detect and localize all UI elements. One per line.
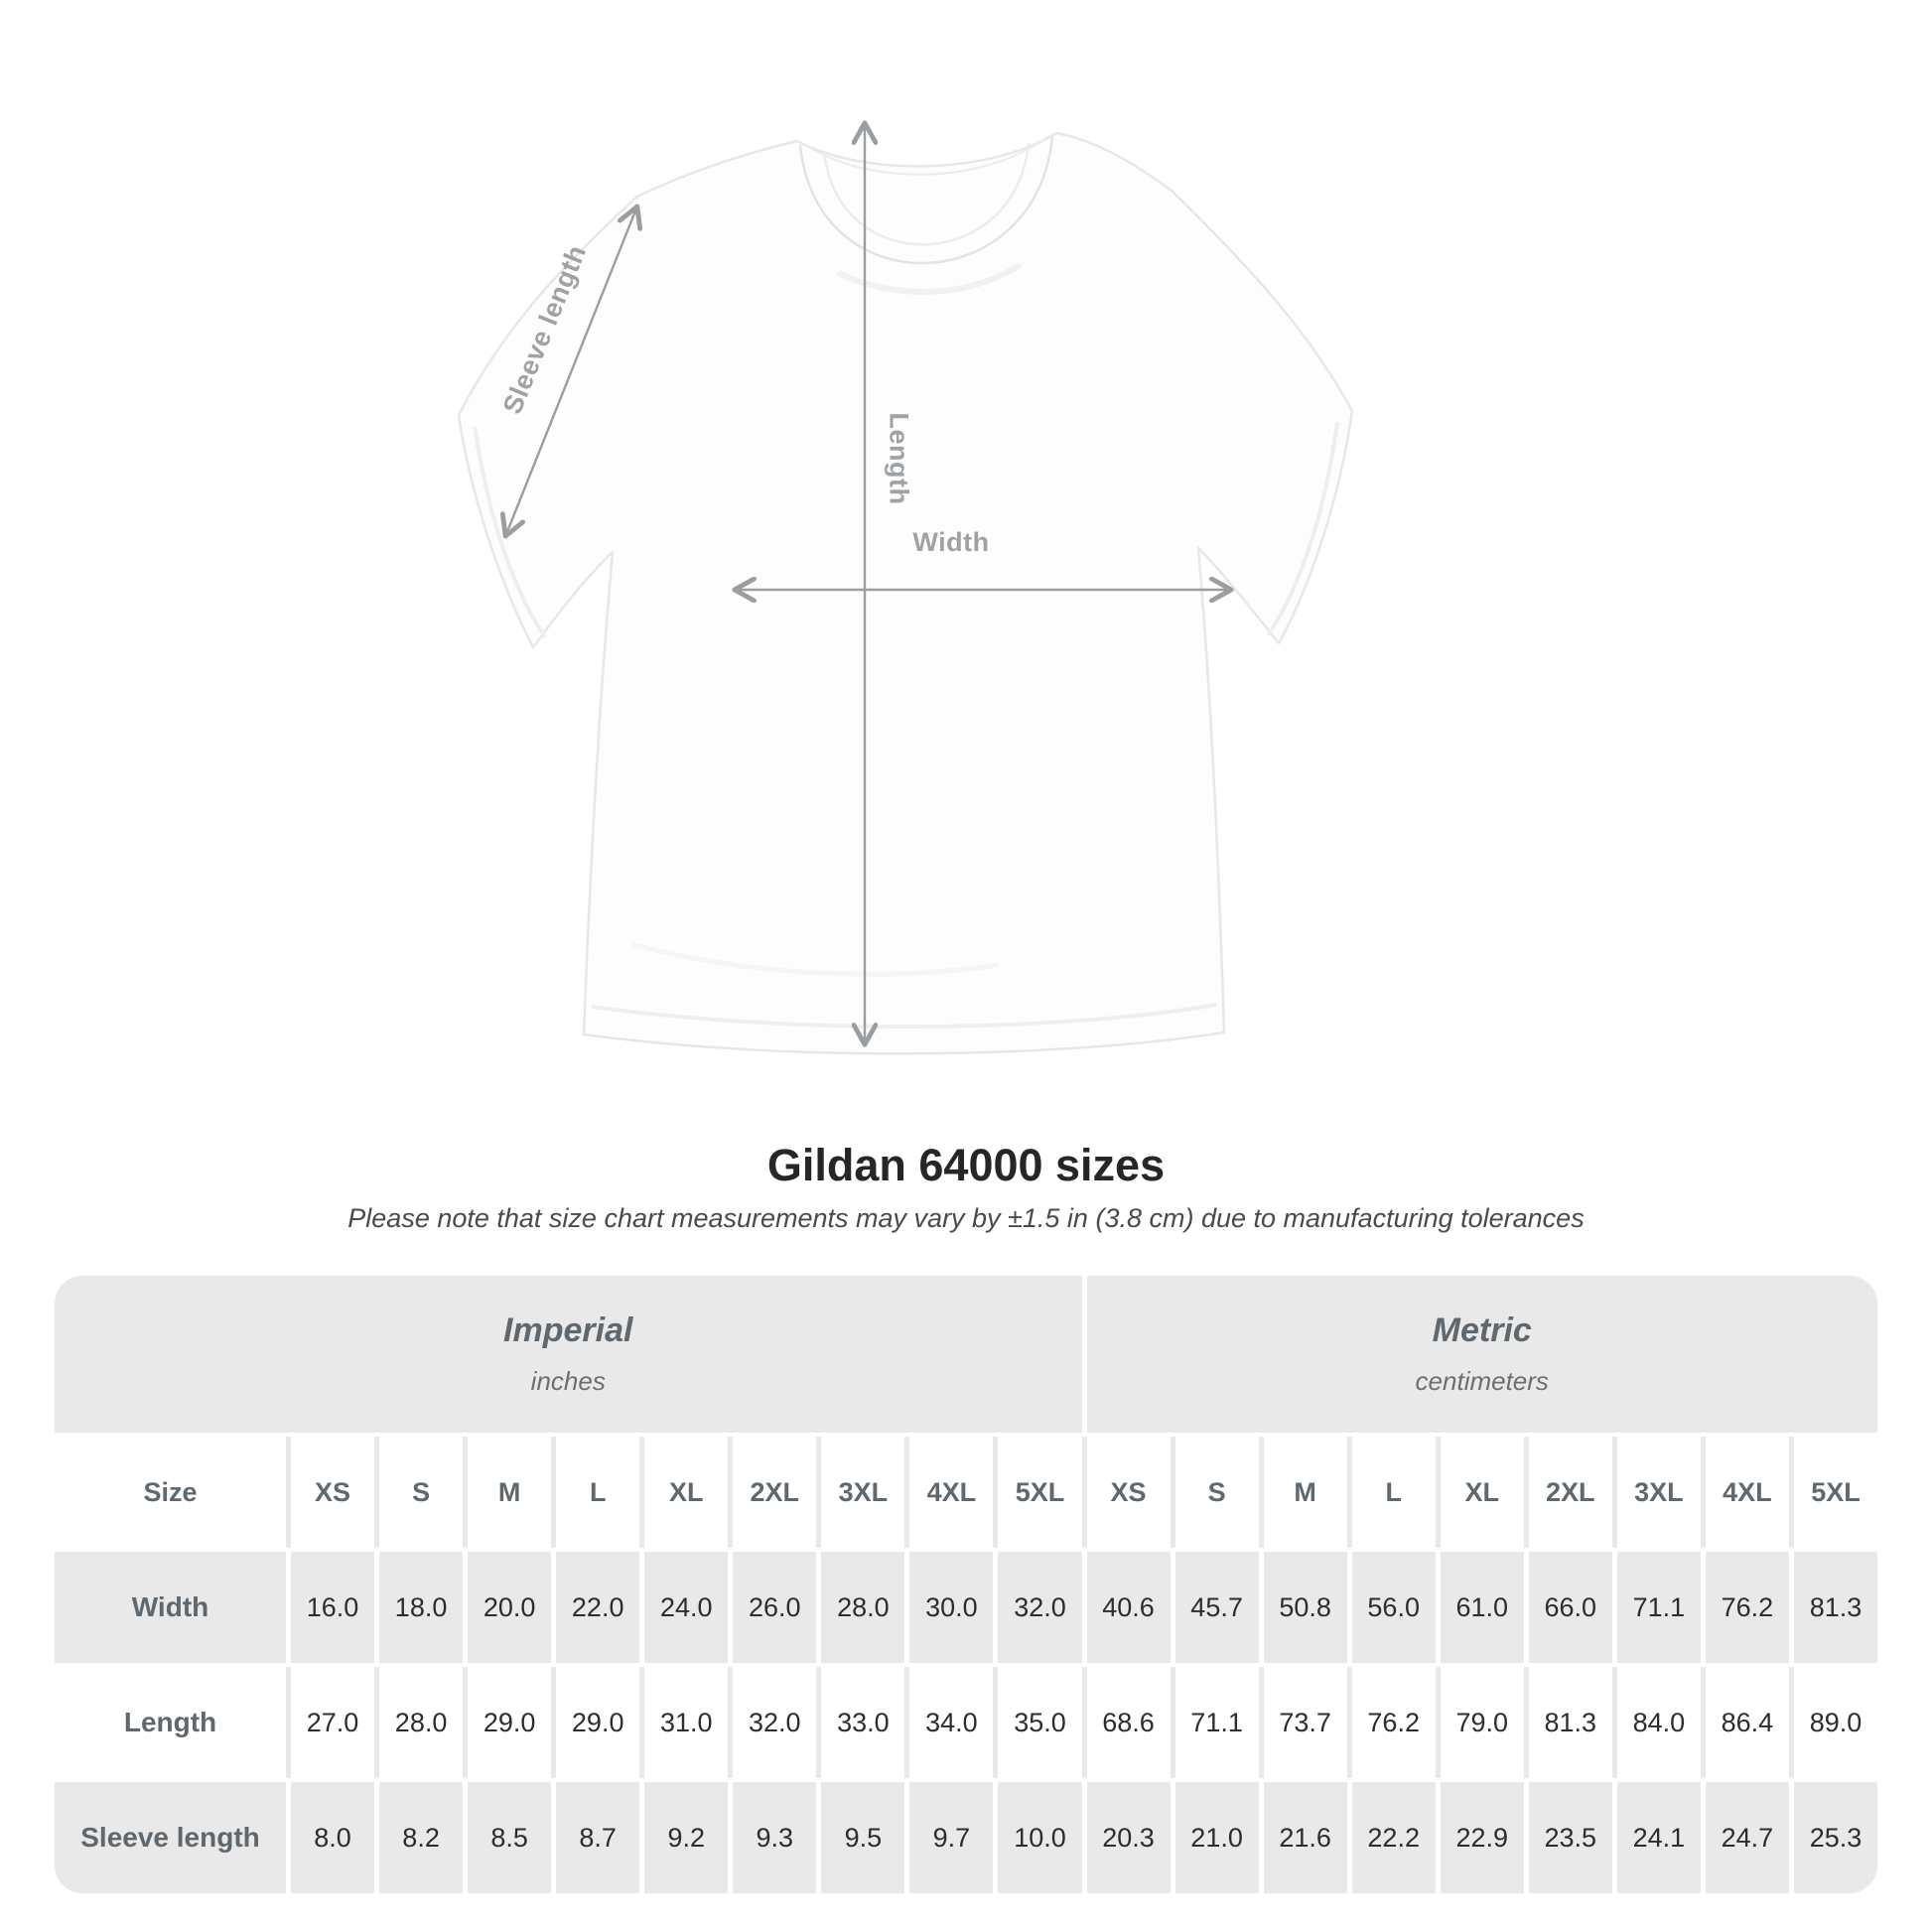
value-cell: 21.0 (1175, 1782, 1259, 1893)
value-cell: 28.0 (821, 1552, 904, 1663)
value-cell: 22.2 (1352, 1782, 1436, 1893)
row-label: Sleeve length (55, 1782, 286, 1893)
size-col-header: XL (1441, 1437, 1524, 1548)
size-col-header: L (556, 1437, 639, 1548)
width-row (55, 1552, 1877, 1663)
value-cell: 32.0 (998, 1552, 1081, 1663)
imperial-group-unit: inches (530, 1366, 606, 1396)
value-cell: 9.7 (909, 1782, 993, 1893)
metric-group-name: Metric (1432, 1311, 1532, 1349)
value-cell: 86.4 (1706, 1667, 1789, 1778)
value-cell: 8.2 (379, 1782, 463, 1893)
value-cell: 26.0 (733, 1552, 816, 1663)
value-cell: 50.8 (1264, 1552, 1347, 1663)
value-cell: 79.0 (1441, 1667, 1524, 1778)
value-cell: 66.0 (1529, 1552, 1612, 1663)
value-cell: 45.7 (1175, 1552, 1259, 1663)
size-col-header: 2XL (733, 1437, 816, 1548)
size-col-header: 4XL (909, 1437, 993, 1548)
value-cell: 84.0 (1617, 1667, 1701, 1778)
value-cell: 56.0 (1352, 1552, 1436, 1663)
value-cell: 61.0 (1441, 1552, 1524, 1663)
value-cell: 27.0 (291, 1667, 374, 1778)
value-cell: 81.3 (1794, 1552, 1877, 1663)
size-col-header: 3XL (1617, 1437, 1701, 1548)
value-cell: 35.0 (998, 1667, 1081, 1778)
value-cell: 29.0 (468, 1667, 551, 1778)
page-subtitle: Please note that size chart measurements may vary by ±1.5 in (3.8 cm) due to manufacturing tolerances (347, 1203, 1585, 1233)
size-col-header: M (468, 1437, 551, 1548)
size-col-header: 5XL (1794, 1437, 1877, 1548)
metric-group-unit: centimeters (1415, 1366, 1549, 1396)
width-label: Width (912, 527, 990, 557)
value-cell: 8.0 (291, 1782, 374, 1893)
value-cell: 20.0 (468, 1552, 551, 1663)
tshirt-graphic (459, 133, 1352, 1053)
page-title: Gildan 64000 sizes (766, 1140, 1166, 1190)
value-cell: 23.5 (1529, 1782, 1612, 1893)
size-col-header: 5XL (998, 1437, 1081, 1548)
imperial-group-header (55, 1276, 1082, 1433)
length-label: Length (884, 412, 914, 505)
value-cell: 18.0 (379, 1552, 463, 1663)
size-col-header: XS (1087, 1437, 1171, 1548)
size-col-header: S (379, 1437, 463, 1548)
value-cell: 29.0 (556, 1667, 639, 1778)
value-cell: 31.0 (644, 1667, 728, 1778)
value-cell: 8.7 (556, 1782, 639, 1893)
value-cell: 71.1 (1175, 1667, 1259, 1778)
value-cell: 20.3 (1087, 1782, 1171, 1893)
value-cell: 24.0 (644, 1552, 728, 1663)
value-cell: 73.7 (1264, 1667, 1347, 1778)
value-cell: 68.6 (1087, 1667, 1171, 1778)
value-cell: 21.6 (1264, 1782, 1347, 1893)
value-cell: 71.1 (1617, 1552, 1701, 1663)
size-col-header: M (1264, 1437, 1347, 1548)
value-cell: 76.2 (1352, 1667, 1436, 1778)
sleeve-length-label: Sleeve length (496, 240, 593, 419)
value-cell: 22.9 (1441, 1782, 1524, 1893)
value-cell: 22.0 (556, 1552, 639, 1663)
value-cell: 24.7 (1706, 1782, 1789, 1893)
value-cell: 10.0 (998, 1782, 1081, 1893)
value-cell: 40.6 (1087, 1552, 1171, 1663)
size-col-header: XL (644, 1437, 728, 1548)
value-cell: 33.0 (821, 1667, 904, 1778)
metric-group-header (1087, 1276, 1878, 1433)
value-cell: 89.0 (1794, 1667, 1877, 1778)
size-col-header: L (1352, 1437, 1436, 1548)
size-header: Size (55, 1437, 286, 1548)
value-cell: 30.0 (909, 1552, 993, 1663)
imperial-group-name: Imperial (503, 1311, 633, 1349)
value-cell: 34.0 (909, 1667, 993, 1778)
unit-group-row (55, 1276, 1877, 1433)
value-cell: 8.5 (468, 1782, 551, 1893)
row-label: Width (55, 1552, 286, 1663)
value-cell: 9.2 (644, 1782, 728, 1893)
size-col-header: S (1175, 1437, 1259, 1548)
sleeve-length-row (55, 1782, 1877, 1893)
length-row (55, 1667, 1877, 1778)
size-header-row (55, 1437, 1877, 1548)
value-cell: 24.1 (1617, 1782, 1701, 1893)
value-cell: 16.0 (291, 1552, 374, 1663)
size-col-header: XS (291, 1437, 374, 1548)
value-cell: 25.3 (1794, 1782, 1877, 1893)
value-cell: 28.0 (379, 1667, 463, 1778)
row-label: Length (55, 1667, 286, 1778)
value-cell: 76.2 (1706, 1552, 1789, 1663)
value-cell: 9.5 (821, 1782, 904, 1893)
value-cell: 32.0 (733, 1667, 816, 1778)
value-cell: 9.3 (733, 1782, 816, 1893)
size-col-header: 2XL (1529, 1437, 1612, 1548)
size-col-header: 3XL (821, 1437, 904, 1548)
size-col-header: 4XL (1706, 1437, 1789, 1548)
value-cell: 81.3 (1529, 1667, 1612, 1778)
size-table (55, 1276, 1877, 1893)
